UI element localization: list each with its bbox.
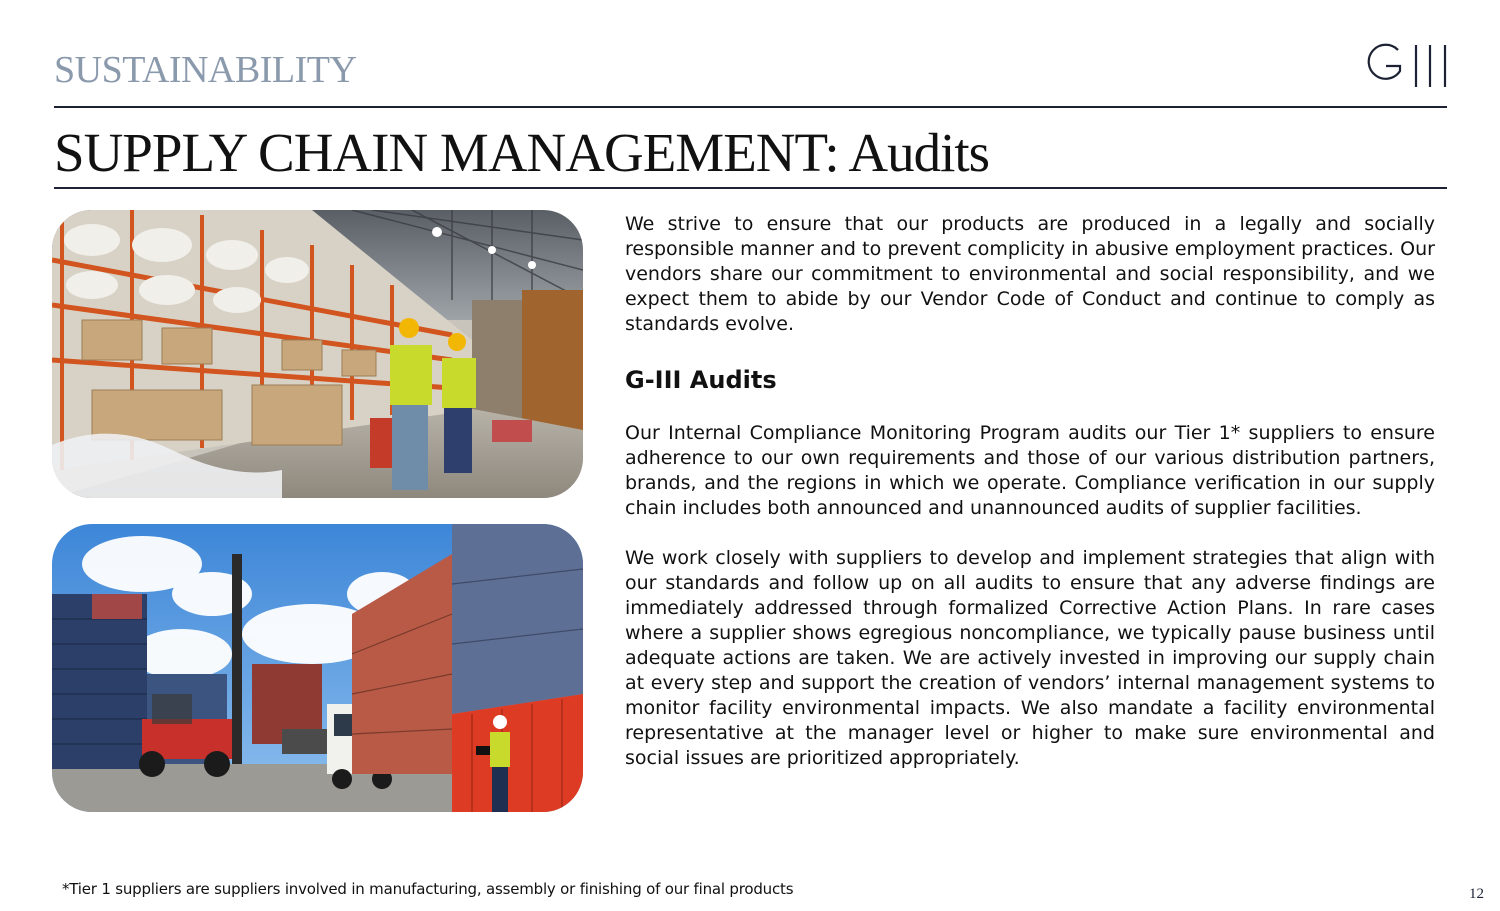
warehouse-photo	[52, 210, 583, 498]
audits-paragraph-1: Our Internal Compliance Monitoring Program audits our Tier 1* suppliers to ensure adherence to our own requirements and those of our various distribution partners, brands, and the regions in which we operate. Compliance verification in our supply chain includes both announced and unannounced audits of supplier facilities.	[625, 422, 1435, 519]
header-divider-top	[54, 106, 1447, 108]
footnote: *Tier 1 suppliers are suppliers involved in manufacturing, assembly or finishing of our final products	[62, 880, 794, 898]
header-divider-bottom	[54, 187, 1447, 189]
company-logo	[1362, 40, 1450, 92]
intro-paragraph: We strive to ensure that our products are produced in a legally and socially responsible manner and to prevent complicity in abusive employment practices. Our vendors share our commitment to environmental and social responsibility, and we expect them to abide by our Vendor Code of Conduct and continue to comply as standards evolve.	[625, 213, 1435, 335]
section-heading: G-III Audits	[625, 366, 777, 394]
audits-paragraph-2: We work closely with suppliers to develop and implement strategies that align with our standards and follow up on all audits to ensure that any adverse findings are immediately addressed through formalized Corrective Action Plans. In rare cases where a supplier shows egregious noncompliance, we typically pause business until adequate actions are taken. We are actively invested in improving our supply chain at every step and support the creation of vendors’ internal management systems to monitor facility environmental impacts. We also mandate a facility environmental representative at the manager level or higher to make sure environmental and social issues are prioritized appropriately.	[625, 547, 1435, 769]
page-number: 12	[1469, 886, 1484, 902]
section-label: SUSTAINABILITY	[54, 49, 357, 91]
logo-mark	[1362, 40, 1450, 92]
shipping-port-photo	[52, 524, 583, 812]
page-title: SUPPLY CHAIN MANAGEMENT: Audits	[54, 122, 990, 183]
main-content	[625, 212, 1435, 771]
